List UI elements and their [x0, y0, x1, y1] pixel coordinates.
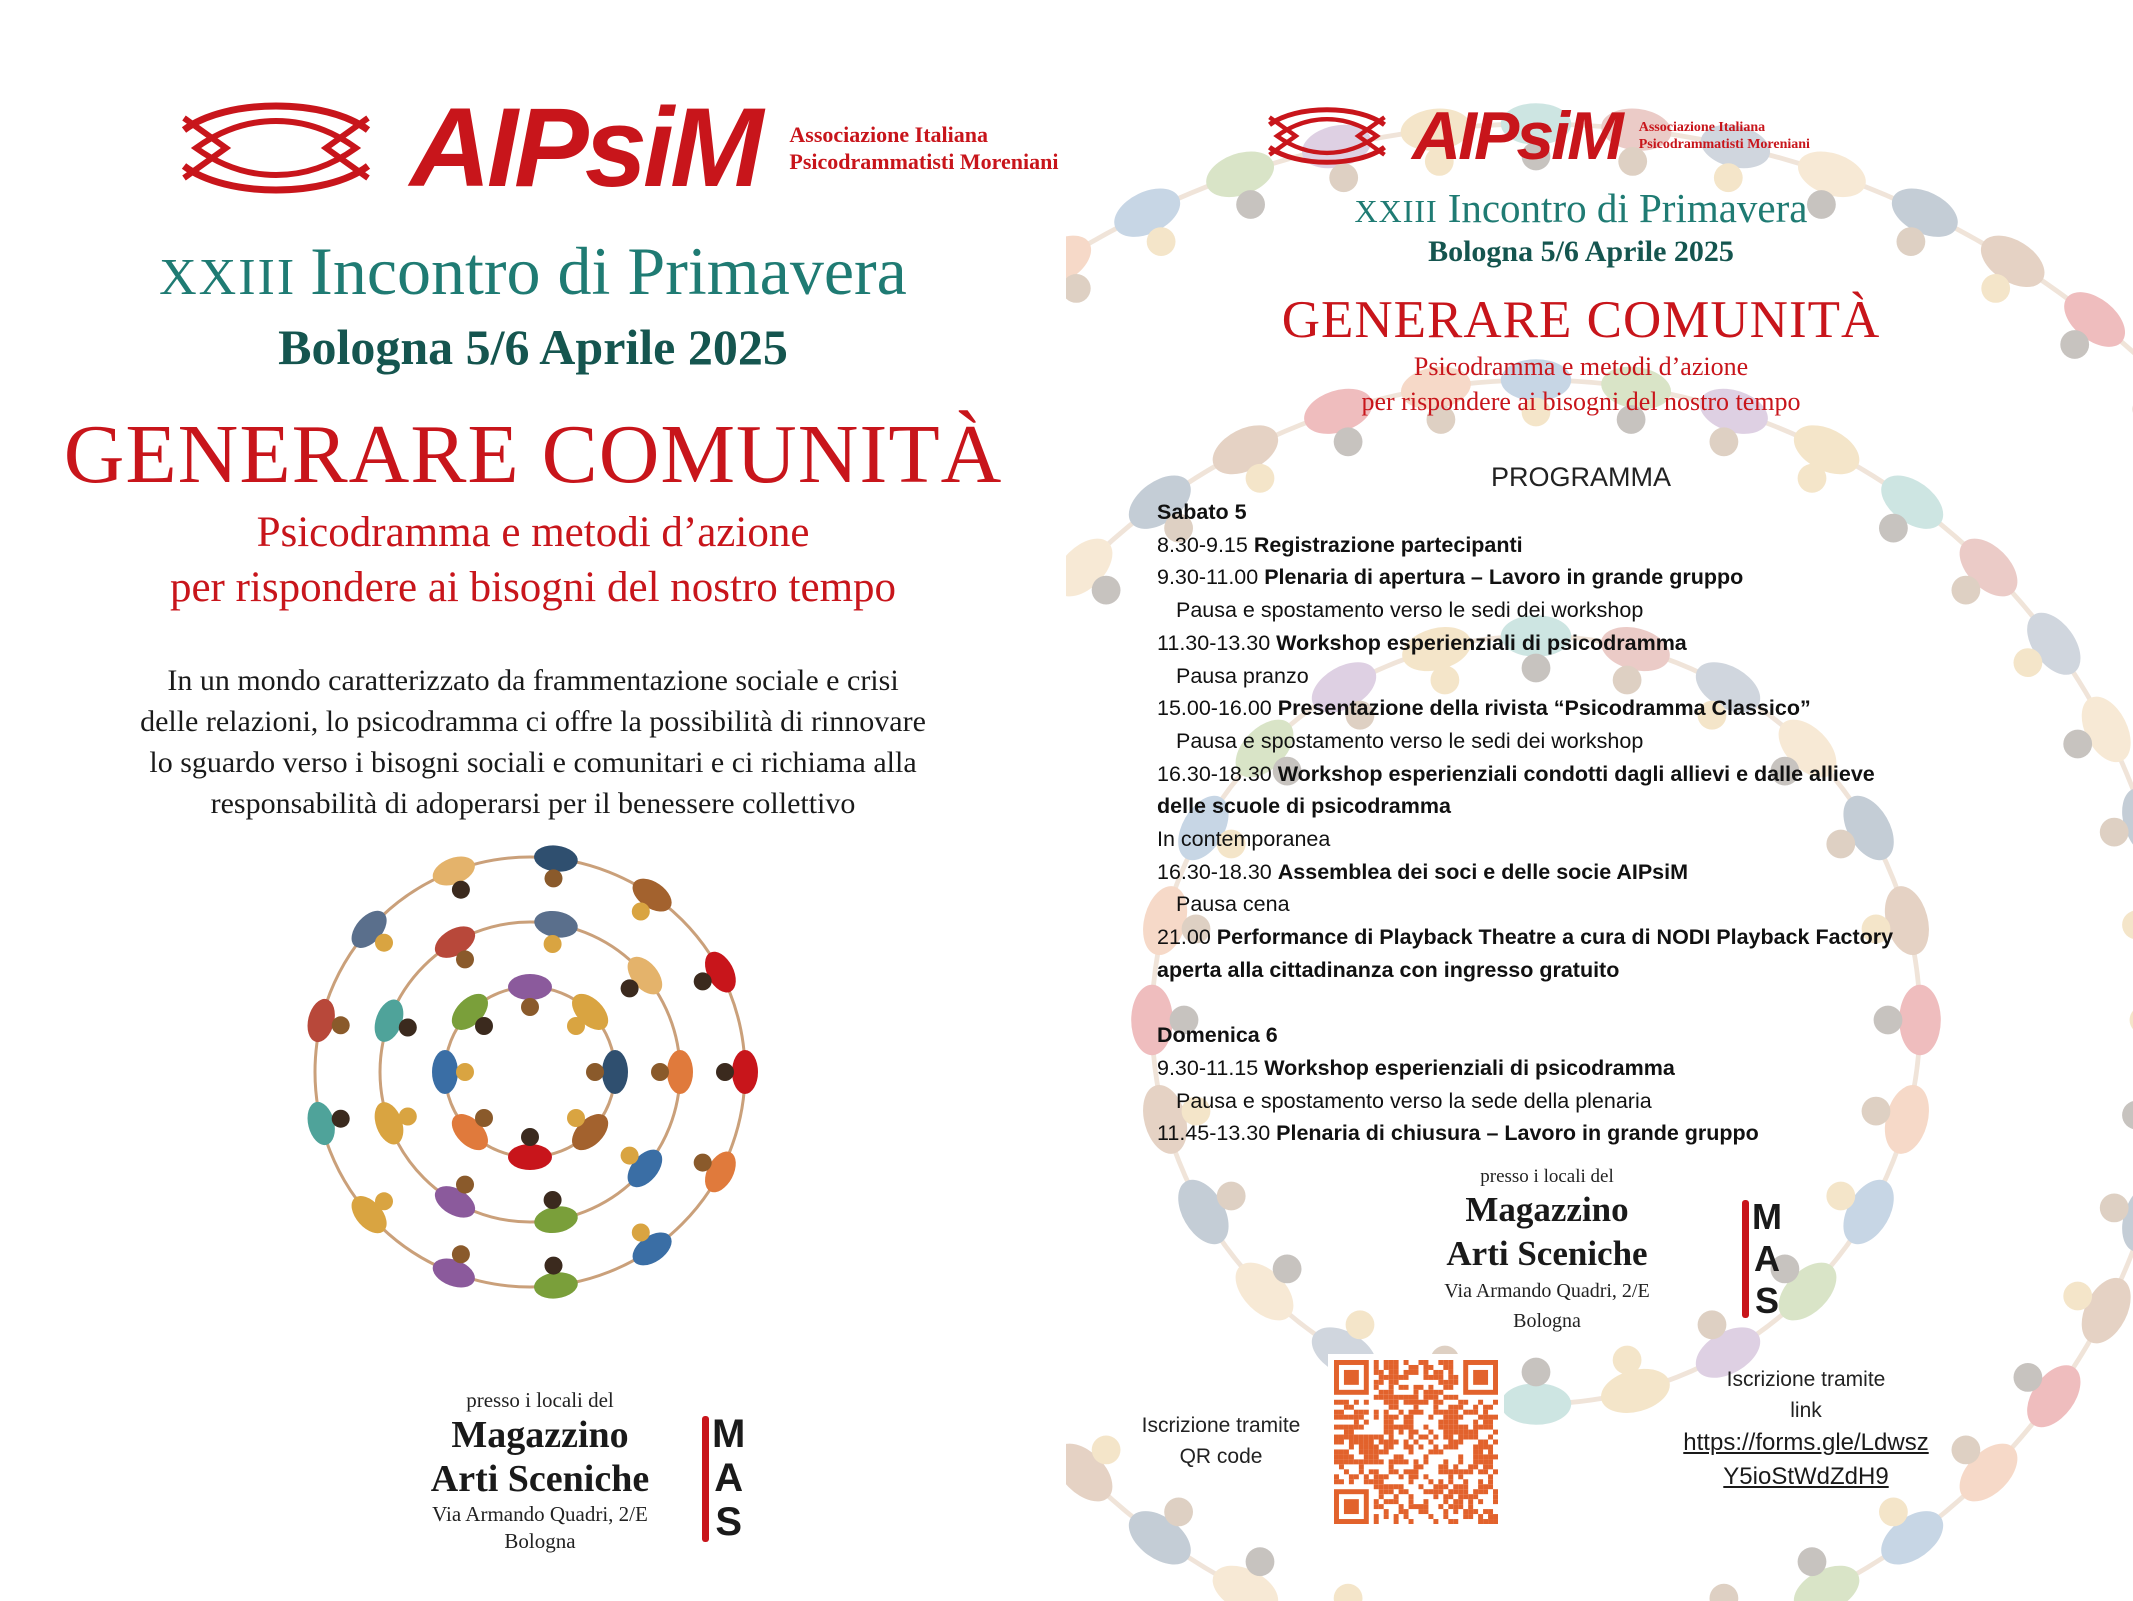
programme-time: 11.45-13.30 [1157, 1121, 1271, 1146]
programme-line [1157, 790, 2087, 823]
programme-time: 16.30-18.30 [1157, 859, 1272, 884]
person-head [2130, 1006, 2133, 1035]
programme-line [1157, 529, 2087, 562]
programme-line [1157, 627, 2087, 660]
person-head [475, 1017, 493, 1035]
programme-line [1157, 954, 2087, 987]
person-head [1334, 427, 1363, 456]
venue-block: presso i locali del Magazzino Arti Sceniche Via Armando Quadri, 2/E Bologna [1412, 1166, 1682, 1336]
programme-spacer [1157, 987, 2087, 1020]
person-head [1826, 1182, 1855, 1211]
person-head [521, 1128, 539, 1146]
programme-text: Assemblea dei soci e delle socie AIPsiM [1277, 859, 1689, 884]
programme-line [1157, 921, 2087, 954]
programme-line [1157, 561, 2087, 594]
person-head [1217, 1182, 1246, 1211]
programme-text: Domenica 6 [1157, 1023, 1278, 1048]
event-date: Bologna 5/6 Aprile 2025 [278, 319, 788, 375]
brand-name: AIPsiM [410, 85, 760, 210]
registration-link[interactable]: https://forms.gle/Ldwsz Y5ioStWdZdH9 [1683, 1429, 1929, 1490]
programme-text: Pausa e spostamento verso la sede della plenaria [1176, 1088, 1652, 1113]
programme-time: 11.30-13.30 [1157, 630, 1271, 655]
programme-text: Workshop esperienziali di psicodramma [1276, 630, 1687, 655]
person-head [632, 1224, 650, 1242]
person-figure [732, 1050, 758, 1094]
programme-time: 8.30-9.15 [1157, 532, 1248, 557]
person-head [399, 1019, 417, 1037]
person-head [651, 1063, 669, 1081]
event-date: Bologna 5/6 Aprile 2025 [1428, 235, 1734, 268]
programme-text: Workshop esperienziali di psicodramma [1264, 1055, 1675, 1080]
person-head [1710, 1584, 1739, 1601]
people-spiral-illustration [0, 0, 1066, 1601]
person-head [375, 934, 393, 952]
programme-text: Pausa pranzo [1176, 663, 1309, 688]
programme-text: Workshop esperienziali condotti dagli allievi e dalle allieve [1277, 761, 1875, 786]
programme-line [1157, 856, 2087, 889]
person-head [456, 1063, 474, 1081]
person-head [452, 881, 470, 899]
programme-text: Plenaria di chiusura – Lavoro in grande gruppo [1276, 1121, 1759, 1146]
person-head [621, 979, 639, 997]
person-head [1092, 1436, 1121, 1465]
programme-day-heading [1157, 496, 2087, 529]
event-subtitle-line1: Psicodramma e metodi d’azione [256, 509, 810, 556]
person-head [586, 1063, 604, 1081]
programme-line [1157, 758, 2087, 791]
person-figure [1501, 1383, 1571, 1425]
person-head [1879, 1498, 1908, 1527]
person-head [1710, 427, 1739, 456]
person-head [716, 1063, 734, 1081]
mas-logo: M A S [712, 1412, 745, 1544]
programme-text: aperta alla cittadinanza con ingresso gratuito [1157, 957, 1620, 982]
programme-line [1157, 888, 2087, 921]
person-head [1334, 1584, 1363, 1601]
programme-time: 21.00 [1157, 925, 1211, 950]
programme-text: delle scuole di psicodramma [1157, 794, 1451, 819]
event-subtitle-line2: per rispondere ai bisogni del nostro tempo [169, 564, 897, 611]
programme-text: Pausa e spostamento verso le sedi dei workshop [1176, 598, 1644, 623]
programme-time: 16.30-18.30 [1157, 761, 1272, 786]
programme-line [1157, 725, 2087, 758]
person-head [456, 950, 474, 968]
person-head [1698, 1310, 1727, 1339]
person-head [1246, 1547, 1275, 1576]
person-head [2122, 911, 2133, 940]
venue-name: Magazzino Arti Sceniche [1446, 1190, 1648, 1273]
person-head [694, 972, 712, 990]
person-head [567, 1017, 585, 1035]
programme-line [1157, 594, 2087, 627]
person-head [567, 1109, 585, 1127]
event-headline: GENERARE COMUNITÀ [63, 408, 1003, 501]
person-head [1952, 1436, 1981, 1465]
link-registration-label: Iscrizione tramite link [1726, 1368, 1886, 1422]
person-head [475, 1109, 493, 1127]
person-head [1092, 576, 1121, 605]
programme-text: Sabato 5 [1157, 500, 1247, 524]
programme-text: Pausa e spostamento verso le sedi dei workshop [1176, 728, 1644, 753]
person-head [332, 1016, 350, 1034]
person-head [2063, 1282, 2092, 1311]
flyer-front [0, 0, 1066, 1601]
programme-line [1157, 660, 2087, 693]
event-subtitle-line1: Psicodramma e metodi d’azione [1413, 352, 1749, 381]
brand-name: AIPsiM [1412, 98, 1621, 174]
person-head [621, 1147, 639, 1165]
person-figure [532, 1270, 579, 1301]
person-head [2100, 818, 2129, 847]
person-head [545, 1257, 563, 1275]
person-head [2100, 1194, 2129, 1223]
programme-text: Plenaria di apertura – Lavoro in grande gruppo [1264, 565, 1744, 590]
person-head [2122, 1101, 2133, 1130]
intro-paragraph: In un mondo caratterizzato da frammentazione sociale e crisi delle relazioni, lo psicodramma ci offre la possibilità di rinnovare lo sguardo verso i bisogni sociali e comunitari e ci richiama alla responsabilità di adoperarsi per il benessere collettivo [140, 664, 926, 820]
person-head [1346, 1310, 1375, 1339]
flyer-back [1066, 0, 2133, 1601]
person-head [1273, 1255, 1302, 1284]
programme-text: Performance di Playback Theatre a cura di NODI Playback Factory [1216, 925, 1894, 950]
programme-text: Registrazione partecipanti [1253, 532, 1523, 557]
person-head [2014, 1363, 2043, 1392]
person-figure [508, 974, 552, 1000]
person-figure [532, 843, 579, 874]
person-head [375, 1192, 393, 1210]
mas-logo: M A S [1752, 1196, 1782, 1322]
person-head [632, 903, 650, 921]
programme-text: In contemporanea [1157, 827, 1331, 852]
event-subtitle-line2: per rispondere ai bisogni del nostro tempo [1361, 387, 1801, 416]
programme-day-heading [1157, 1019, 2087, 1052]
person-figure [432, 1050, 458, 1094]
programme-title: PROGRAMMA [1490, 462, 1671, 492]
event-title: XXIII Incontro di Primavera [1354, 185, 1808, 231]
person-head [452, 1245, 470, 1263]
programme-line [1157, 1085, 2087, 1118]
venue-name: Magazzino Arti Sceniche [430, 1414, 650, 1500]
programme-time: 9.30-11.00 [1157, 565, 1259, 590]
person-figure [667, 1050, 693, 1094]
person-head [694, 1154, 712, 1172]
person-head [521, 998, 539, 1016]
person-head [332, 1110, 350, 1128]
person-head [399, 1108, 417, 1126]
event-headline: GENERARE COMUNITÀ [1281, 291, 1881, 349]
programme-list [1157, 496, 2087, 1150]
aipsim-logo [1264, 98, 1810, 174]
registration-qr-code[interactable] [1328, 1354, 1504, 1530]
programme-line [1157, 823, 2087, 856]
qr-registration-label: Iscrizione tramite QR code [1141, 1414, 1301, 1468]
person-head [1798, 1547, 1827, 1576]
person-head [1613, 1346, 1642, 1375]
fish-emblem-icon [1264, 106, 1390, 166]
association-name: Associazione Italiana Psicodrammatisti Moreniani [789, 121, 1059, 174]
venue-block: presso i locali del Magazzino Arti Sceniche Via Armando Quadri, 2/E Bologna [380, 1388, 700, 1555]
person-figure [508, 1144, 552, 1170]
event-title: XXIII Incontro di Primavera [159, 233, 907, 309]
programme-line [1157, 1117, 2087, 1150]
person-figure [602, 1050, 628, 1094]
programme-text: Presentazione della rivista “Psicodramma Classico” [1277, 696, 1811, 721]
programme-line [1157, 692, 2087, 725]
person-head [544, 1191, 562, 1209]
person-head [1164, 1498, 1193, 1527]
person-head [1522, 1358, 1551, 1387]
programme-text: Pausa cena [1176, 892, 1290, 917]
programme-line [1157, 1052, 2087, 1085]
association-name: Associazione Italiana Psicodrammatisti Moreniani [1638, 119, 1810, 152]
person-head [545, 869, 563, 887]
programme-time: 9.30-11.15 [1157, 1055, 1259, 1080]
qr-code-icon [1334, 1360, 1498, 1524]
person-head [456, 1176, 474, 1194]
person-head [544, 935, 562, 953]
programme-time: 15.00-16.00 [1157, 696, 1272, 721]
